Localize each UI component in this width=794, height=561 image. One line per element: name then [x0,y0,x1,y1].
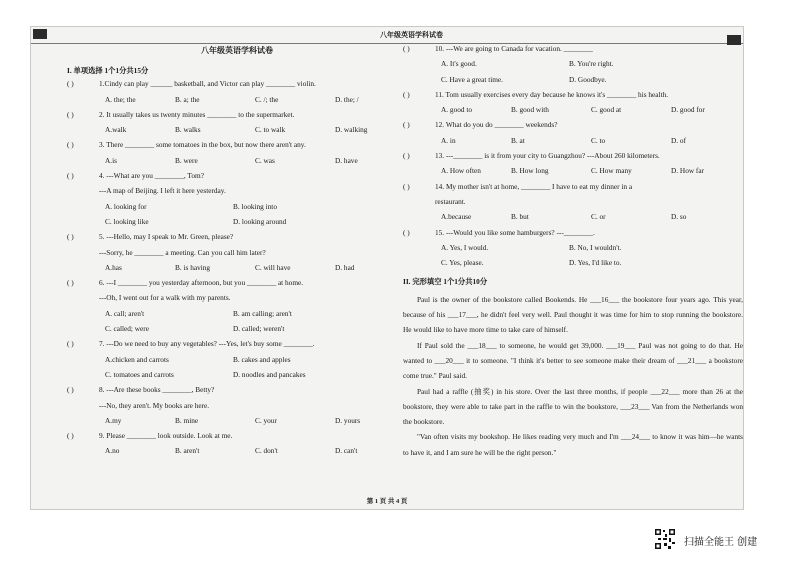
answer-options [403,76,743,91]
question [403,152,743,167]
option: C. will have [255,262,291,272]
option: D. so [671,212,687,222]
answer-bracket: ( ) [403,181,410,191]
question [403,45,743,60]
option: C. looking like [105,216,149,226]
option: B. were [175,155,198,165]
answer-bracket: ( ) [67,431,74,441]
scanner-brand: 扫描全能王 创建 [684,537,758,548]
option: A. call; aren't [105,308,145,318]
answer-bracket: ( ) [403,151,410,161]
section-heading: I. 单项选择 1个1分共15分 [67,66,149,75]
option: B. looking into [233,201,277,211]
question [403,91,743,106]
question [403,229,743,244]
answer-options [403,106,743,121]
option: B. a; the [175,94,200,104]
passage-paragraph: Paul had a raffle (抽奖) in his store. Over the last three months, if people ___22___ more than 26 at the bookstore, they were able to take part in the raffle to win the bookstore, ___23___ Van from the Netherlands won the bookstore. [403,386,743,427]
answer-bracket: ( ) [67,109,74,119]
option: D. good for [671,105,705,115]
option: C. Yes, please. [441,258,484,268]
header-title: 八年级英语学科试卷 [380,31,443,39]
left-column [67,45,407,463]
option: B. but [511,212,529,222]
option: D. noodles and pancakes [233,369,306,379]
option: C. called; were [105,324,149,334]
dialogue-line: ---Sorry, he ________ a meeting. Can you call him later? [99,247,266,257]
option: A. in [441,135,456,145]
question [67,141,407,156]
option: A.because [441,212,472,222]
answer-options [67,157,407,172]
answer-options [67,264,407,279]
question-stem: 1.Cindy can play ______ basketball, and Victor can play ________ violin. [99,79,316,89]
registration-mark [727,35,741,45]
option: C. to [591,135,606,145]
option: D. yours [335,415,361,425]
question [67,172,407,187]
option: B. walks [175,125,201,135]
question-dialogue [67,294,407,309]
answer-options [67,447,407,462]
answer-bracket: ( ) [403,120,410,130]
answer-bracket: ( ) [67,79,74,89]
passage-paragraph: If Paul sold the ___18___ to someone, he would get 39,000. ___19___ Paul was not going to do that. He wanted to ___20___ it to someone. "I think it's better to see someone make their dream of ___21___ a bookstore come true." Paul said. [403,340,743,381]
dialogue-line: restaurant. [435,196,466,206]
option: D. the; / [335,94,359,104]
answer-options [403,259,743,274]
option: D. Goodbye. [569,74,607,84]
question-stem: 11. Tom usually exercises every day because he knows it's ________ his health. [435,89,669,99]
option: A.has [105,262,122,272]
option: B. at [511,135,525,145]
answer-bracket: ( ) [67,278,74,288]
header-bar [31,27,743,44]
option: B. am calling; aren't [233,308,292,318]
option: A.chicken and carrots [105,354,169,364]
question-list [403,45,743,274]
question-stem: 7. ---Do we need to buy any vegetables? ---Yes, let's buy some ________. [99,339,315,349]
option: D. walking [335,125,368,135]
question [67,279,407,294]
option: C. was [255,155,275,165]
exam-sheet [30,26,744,510]
question-stem: 5. ---Hello, may I speak to Mr. Green, please? [99,232,234,242]
question [403,183,743,198]
page-footer: 第 1 页 共 4 页 [366,498,408,505]
option: C. or [591,212,606,222]
answer-options [67,417,407,432]
option: D. had [335,262,355,272]
answer-bracket: ( ) [67,339,74,349]
passage-paragraph: "Van often visits my bookshop. He likes reading very much and I'm ___24___ to know it was him—he wants to have it, and I am sure he will be the right person." [403,432,743,457]
question-dialogue [403,198,743,213]
option: D. have [335,155,358,165]
option: B. You're right. [569,59,614,69]
option: A. the; the [105,94,136,104]
option: B. aren't [175,446,200,456]
question-stem: 8. ---Are these books ________, Betty? [99,385,215,395]
answer-options [67,325,407,340]
option: C. /; the [255,94,279,104]
question [67,432,407,447]
answer-options [67,126,407,141]
question [403,121,743,136]
question-stem: 13. ---________ is it from your city to Guangzhou? ---About 260 kilometers. [435,151,660,161]
option: A. good to [441,105,473,115]
answer-options [67,218,407,233]
option: B. good with [511,105,549,115]
option: D. of [671,135,686,145]
section-heading: II. 完形填空 1个1分共10分 [403,277,488,287]
option: C. to walk [255,125,286,135]
answer-bracket: ( ) [403,89,410,99]
option: C. Have a great time. [441,74,503,84]
question [67,80,407,95]
option: A.is [105,155,117,165]
option: C. good at [591,105,622,115]
answer-bracket: ( ) [67,140,74,150]
question [67,233,407,248]
dialogue-line: ---A map of Beijing. I left it here yesterday. [99,186,226,196]
answer-options [403,244,743,259]
option: A.walk [105,125,127,135]
passage-paragraph: Paul is the owner of the bookstore called Bookends. He ___16___ the bookstore four years ago. This year, because of his ___17___, he didn't feel very well. Paul thought it was time for him to stop running the bookstore. He would like to have more time to take care of himself. [403,294,743,335]
answer-options [67,96,407,111]
question-dialogue [67,187,407,202]
question [67,386,407,401]
question-stem: 15. ---Would you like some hamburgers? ---________. [435,227,595,237]
question-dialogue [67,402,407,417]
exam-title: 八年级英语学科试卷 [201,46,273,55]
option: B. is having [175,262,211,272]
question-stem: 10. ---We are going to Canada for vacation. ________ [435,44,593,53]
answer-options [403,167,743,182]
option: A.no [105,446,120,456]
option: B. No, I wouldn't. [569,242,622,252]
option: B. How long [511,166,549,176]
answer-options [67,203,407,218]
option: D. can't [335,446,358,456]
question-stem: 9. Please ________ look outside. Look at me. [99,431,233,441]
answer-options [403,137,743,152]
question-stem: 6. ---I ________ you yesterday afternoon, but you ________ at home. [99,278,304,288]
dialogue-line: ---No, they aren't. My books are here. [99,400,210,410]
question-dialogue [67,249,407,264]
option: B. mine [175,415,199,425]
answer-bracket: ( ) [67,385,74,395]
option: D. looking around [233,216,287,226]
dialogue-line: ---Oh, I went out for a walk with my parents. [99,293,231,303]
option: C. your [255,415,277,425]
registration-mark [33,29,47,39]
option: D. Yes, I'd like to. [569,258,622,268]
question-stem: 2. It usually takes us twenty minutes ________ to the supermarket. [99,109,295,119]
question-stem: 3. There ________ some tomatoes in the box, but now there aren't any. [99,140,306,150]
option: C. How many [591,166,632,176]
option: C. tomatoes and carrots [105,369,174,379]
answer-bracket: ( ) [403,44,410,53]
answer-options [403,60,743,75]
option: A. Yes, I would. [441,242,489,252]
option: D. How far [671,166,705,176]
option: B. cakes and apples [233,354,291,364]
question [67,111,407,126]
option: C. don't [255,446,278,456]
answer-options [67,356,407,371]
question-stem: 14. My mother isn't at home, ________ I have to eat my dinner in a [435,181,633,191]
cloze-passage [403,292,743,460]
question [67,340,407,355]
answer-options [67,310,407,325]
answer-bracket: ( ) [403,227,410,237]
question-stem: 4. ---What are you ________, Tom? [99,171,204,181]
question-stem: 12. What do you do ________ weekends? [435,120,558,130]
option: A. looking for [105,201,147,211]
option: D. called; weren't [233,324,285,334]
option: A.my [105,415,122,425]
question-list [67,80,407,462]
right-column [403,45,743,460]
answer-bracket: ( ) [67,232,74,242]
answer-options [67,371,407,386]
qr-code-icon [654,528,676,550]
answer-options [403,213,743,228]
answer-bracket: ( ) [67,171,74,181]
option: A. It's good. [441,59,477,69]
option: A. How often [441,166,481,176]
